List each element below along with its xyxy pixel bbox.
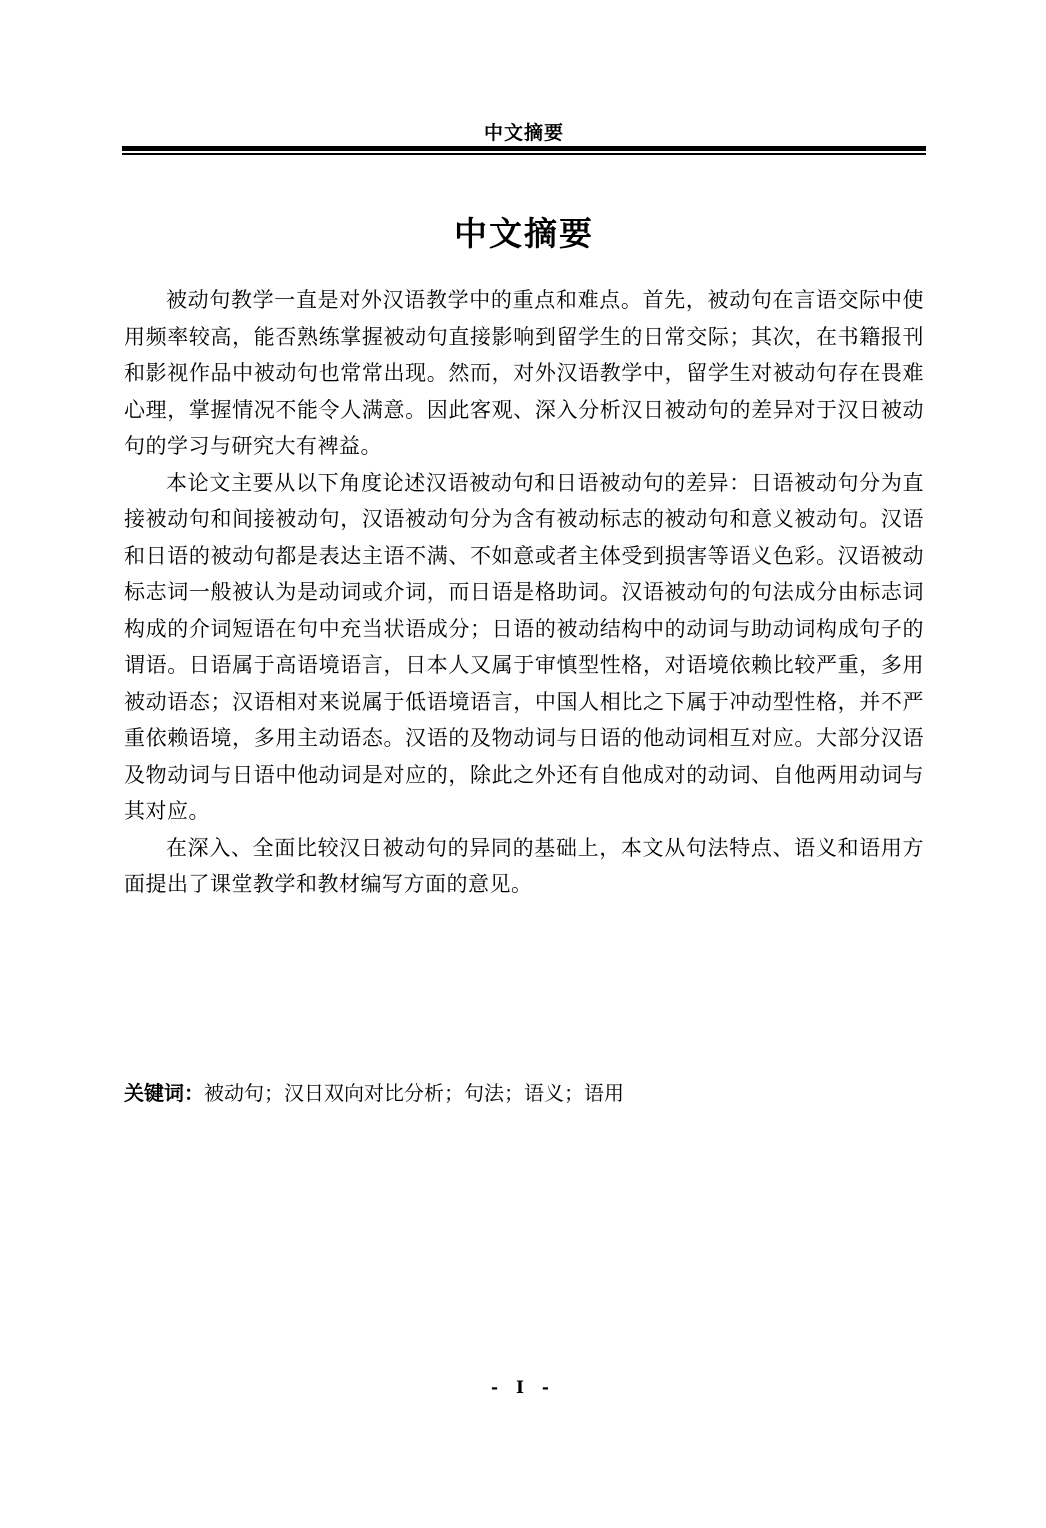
header-rule-thin xyxy=(122,153,926,155)
page-title: 中文摘要 xyxy=(454,214,594,253)
abstract-body xyxy=(124,282,924,903)
running-header: 中文摘要 xyxy=(483,122,564,144)
page-number: - I - xyxy=(491,1378,555,1398)
keywords-line xyxy=(124,1078,924,1108)
header-rule-thick xyxy=(122,146,926,151)
abstract-paragraph: 在深入、全面比较汉日被动句的异同的基础上，本文从句法特点、语义和语用方面提出了课堂教学和教材编写方面的意见。 xyxy=(124,835,924,896)
keywords-text: 被动句；汉日双向对比分析；句法；语义；语用 xyxy=(204,1081,624,1105)
abstract-paragraph: 被动句教学一直是对外汉语教学中的重点和难点。首先，被动句在言语交际中使用频率较高，能否熟练掌握被动句直接影响到留学生的日常交际；其次，在书籍报刊和影视作品中被动句也常常出现。然而，对外汉语教学中，留学生对被动句存在畏难心理，掌握情况不能令人满意。因此客观、深入分析汉日被动句的差异对于汉日被动句的学习与研究大有裨益。 xyxy=(124,288,924,458)
abstract-paragraph: 本论文主要从以下角度论述汉语被动句和日语被动句的差异：日语被动句分为直接被动句和间接被动句，汉语被动句分为含有被动标志的被动句和意义被动句。汉语和日语的被动句都是表达主语不满、不如意或者主体受到损害等语义色彩。汉语被动标志词一般被认为是动词或介词，而日语是格助词。汉语被动句的句法成分由标志词构成的介词短语在句中充当状语成分；日语的被动结构中的动词与助动词构成句子的谓语。日语属于高语境语言，日本人又属于审慎型性格，对语境依赖比较严重，多用被动语态；汉语相对来说属于低语境语言，中国人相比之下属于冲动型性格，并不严重依赖语境，多用主动语态。汉语的及物动词与日语的他动词相互对应。大部分汉语及物动词与日语中他动词是对应的，除此之外还有自他成对的动词、自他两用动词与其对应。 xyxy=(124,470,924,823)
keywords-label: 关键词： xyxy=(124,1081,204,1105)
